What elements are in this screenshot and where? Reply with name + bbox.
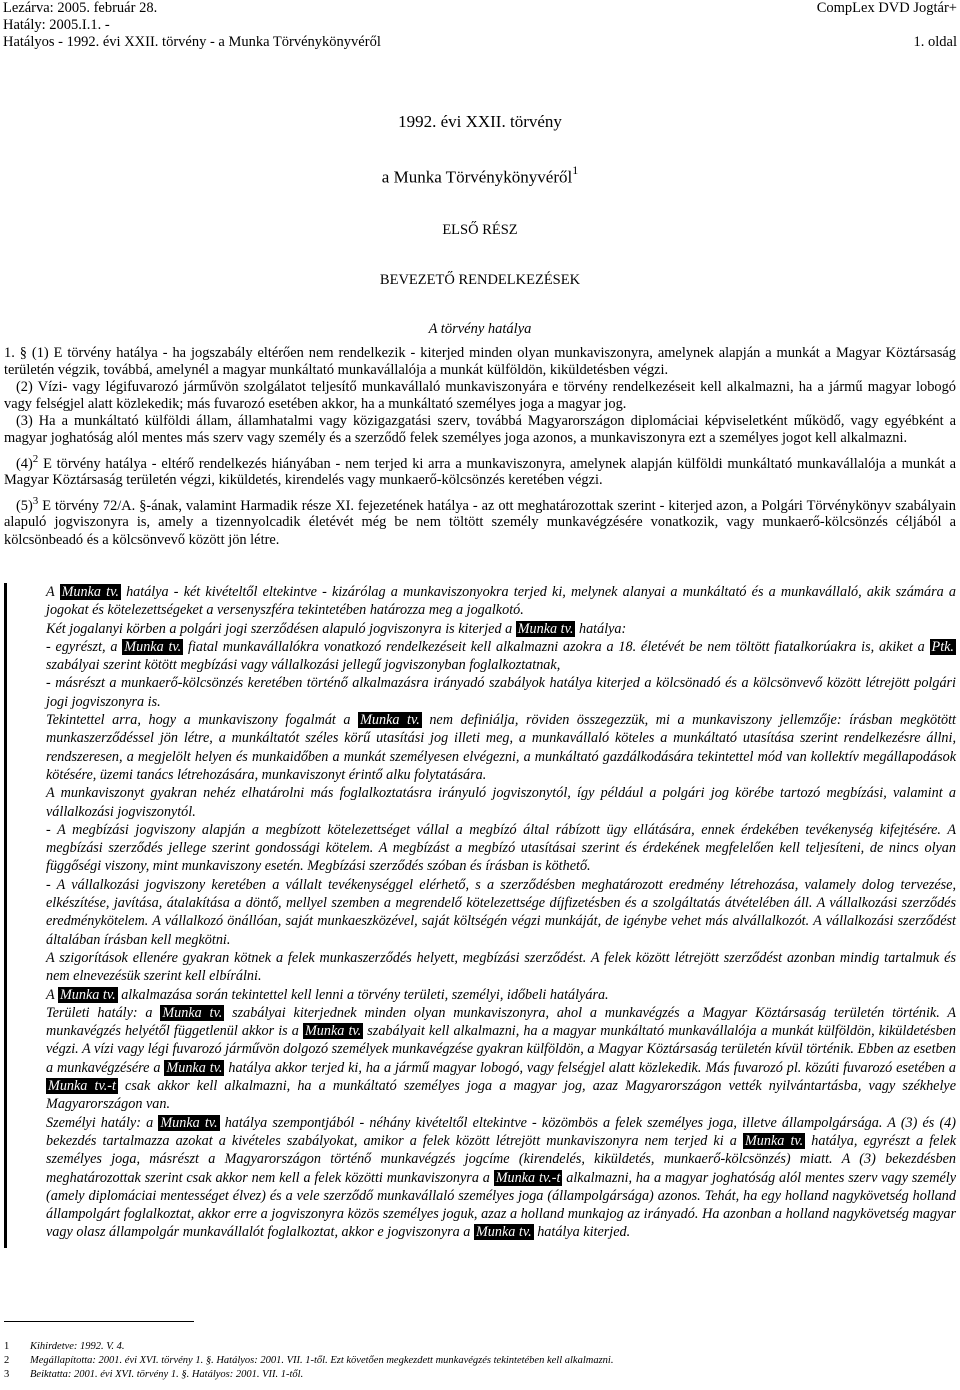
footnotes [4,1340,613,1382]
law-name-text: a Munka Törvénykönyvéről [381,167,573,187]
law-abbreviation-link[interactable]: Munka tv. [59,986,116,1003]
commentary-text: Személyi hatály: a [46,1114,159,1131]
commentary-text: hatálya kiterjed. [533,1224,631,1241]
commentary-text: hatálya akkor terjed ki, ha a jármű magyar lobogó, vagy felségjel alatt közlekedik. Más fuvarozó pl. közúti fuvarozó esetében a [224,1059,956,1076]
paragraph-4-number: (4) [16,455,33,472]
statute-body [4,345,956,549]
commentary-text: szabályait kell alkalmazni, ha a magyar munkáltató munkavállalója a munkát külföldön, kiküldetésben végzi. A vízi vagy légi fuvarozó járművön dolgozó személyek munkavégzése gyakran külföldön, a Magyar Köztársaság területén kívül történik. Ebben az esetben a munkavégzésére a [46,1023,956,1076]
footnote-2: 2 Megállapította: 2001. évi XVI. törvény 1. §. Hatályos: 2001. VII. 1-től. Ezt követően megkezdett munkavégzés tekintetében kell alkalmazni. [4,1355,614,1366]
footnote-ref-3[interactable]: 3 [32,494,39,507]
law-abbreviation-link[interactable]: Munka tv. [162,1004,223,1021]
commentary-text: hatálya: [575,620,627,637]
section-mark: § [19,345,27,361]
part-heading: ELSŐ RÉSZ [442,222,518,238]
paragraph-3: (3) Ha a munkáltató külföldi állam, államhatalmi vagy közigazgatási szerv, továbbá Magyarországon diplomáciai képviseletként működő, vagy egyébként a magyar joghatóság alól mentes más szerv vagy személy és a szerződő felek személyes joga azonos, a munkaviszonyra ezt a személyes jogot kell alkalmazni. [4,413,956,447]
page-header-left [3,0,381,51]
paragraph-5-number: (5) [16,497,33,514]
paragraph-5 [4,493,956,549]
commentary-text: hatálya szempontjából - néhány kivételtől eltekintve - közömbös a felek személyes joga, illetve állampolgársága. A (3) és (4) bekezdés tartalmazza azokat a kivételes szabályokat, amikor a felek között létrejött munkaviszonyra nem terjed ki a [46,1114,956,1149]
law-abbreviation-link[interactable]: Munka tv. [304,1023,362,1040]
commentary-text: szabályai kiterjednek minden olyan munkaviszonyra, ahol a munkavégzés a Magyar Köztársaság területén történik. A munkavégzés helyétől függetlenül akkor is a [46,1004,956,1040]
law-name-title [0,165,960,188]
commentary-text: fiatal munkavállalókra vonatkozó rendelkezéseit kell alkalmazni azokra a 18. életévét be nem töltött fiatalkorúakra is, akiket a [183,638,930,655]
commentary-text: alkalmazása során tekintettel kell lenni a törvény területi, személyi, időbeli hatályára. [117,986,609,1003]
commentary-para-11 [46,1004,956,1114]
law-abbreviation-link[interactable]: Munka tv. [744,1132,804,1149]
commentary-text: hatálya - két kivételtől eltekintve - kizárólag a munkaviszonyokra terjed ki, melynek alanyai a munkáltató és a munkavállaló, akik számára a jogokat és kötelezettségeket a versenyszféra tekintetében határozza meg a jogalkotó. [46,584,957,619]
commentary-block [46,583,956,1242]
paragraph-1 [4,345,956,379]
commentary-para-12 [46,1114,956,1242]
page-header-right [817,0,957,51]
law-number-title: 1992. évi XXII. törvény [398,112,562,131]
law-abbreviation-link[interactable]: Munka tv. [124,638,182,655]
commentary-text: hatálya, egyrészt a felek személyes joga, másrészt a Magyarországon történő munkavégzés jogcíme (kirendelés, kiküldetés, munkaerő-kölcsönzés) miatt. A (3) bekezdésben meghatározottak szerint csak akkor nem kell a felek közötti munkaviszonyra a [46,1132,956,1186]
commentary-para-10 [46,986,956,1004]
section-heading: BEVEZETŐ RENDELKEZÉSEK [379,272,581,288]
law-abbreviation-link[interactable]: Munka tv. [166,1059,223,1076]
commentary-para-7: - A megbízási jogviszony alapján a megbízott kötelezettséget vállal a megbízó által rábízott ügy ellátására, ennek érdekében tevékenység kifejtésére. A megbízási szerződés jellege szerint gondossági kötelem. A megbízást a megbízó utasításai szerint és érdekének megfelelően kell teljesíteni, de nincs olyan függőségi viszony, mint munkaviszony esetén. Megbízási szerződés szóban és írásban is köthető. [46,821,956,875]
paragraph-4-text: E törvény hatálya - eltérő rendelkezés hiányában - nem terjed ki arra a munkaviszonyra, amelynek alapján külföldi munkáltató munkavállalója a munkát a Magyar Köztársaság területén végzi, kiküldetés, kirendelés vagy munkaerő-kölcsönzés keretében végzi. [4,455,956,489]
commentary-text: alkalmazni, ha a magyar joghatóság alól mentes szerv vagy személy (amely diplomáciai mentességet élvez) és a vele szerződő munkavállaló személyes joga (állampolgársága) azonos. Tehát, ha egy holland nagykövetség holland állampolgárt foglalkoztat, akkor erre a jogviszonyra közös személyes joguk, azaz a holland munkajog az irányadó. Ha azonban a holland nagykövetség magyar vagy olasz állampolgár munkavállalót foglalkoztat, akkor e jogviszonyra a [46,1169,956,1241]
section-number: 1. [4,345,15,361]
law-abbreviation-link[interactable]: Munka tv. [360,712,420,729]
commentary-para-5 [46,711,956,784]
header-closed-date: Lezárva: 2005. február 28. [3,0,158,16]
law-abbreviation-link[interactable]: Munka tv. [61,584,119,600]
commentary-margin-bar [4,583,7,1248]
paragraph-5-text: E törvény 72/A. §-ának, valamint Harmadik része XI. fejezetének hatálya - az ott meghatározottak szerint - kiterjed azon, a Polgári Törvénykönyv szabályain alapuló jogviszonyra is, amely a tizennyolcadik életévét még be nem töltött személy munkavégzésére vonatkozik, vagy munkaerő-kölcsönzés céljából a kölcsönbeadó és a kölcsönvevő között jön létre. [4,497,956,548]
commentary-text: Területi hatály: a [46,1004,161,1021]
commentary-text: szabályai szerint kötött megbízási vagy vállalkozási jellegű jogviszonyban foglalkoztatnak, [46,657,561,674]
footnote-ref-1[interactable]: 1 [572,163,579,177]
subsection-heading: A törvény hatálya [428,321,532,337]
law-abbreviation-link[interactable]: Munka tv.-t [495,1169,561,1186]
header-effect-date: Hatály: 2005.I.1. - [3,17,110,33]
civil-code-link[interactable]: Ptk. [931,638,954,655]
header-product-name: CompLex DVD Jogtár+ [816,0,957,16]
commentary-para-2 [46,620,956,638]
commentary-para-9: A szigorítások ellenére gyakran kötnek a felek munkaszerződés helyett, megbízási szerződést. A felek között létrejött szerződést azonban mindig tartalmuk és nem elnevezésük szerint kell elbírálni. [46,949,956,985]
paragraph-2: (2) Vízi- vagy légifuvarozó járművön szolgálatot teljesítő munkavállaló munkaviszonyára e törvény rendelkezéseit kell alkalmazni, ha a jármű magyar lobogó vagy felségjel alatt közlekedik; más fuvarozó esetében akkor, ha a munkáltató személyes joga a magyar jog. [4,379,956,413]
commentary-text: A [46,986,58,1003]
paragraph-1-text: (1) E törvény hatálya - ha jogszabály eltérően nem rendelkezik - kiterjed minden olyan munkaviszonyra, amelynek alapján a munkát a Magyar Köztársaság területén végzik, továbbá, amelynél a magyar munkáltató munkavállalója a munkát külföldön, kiküldetésben végzi. [4,345,956,379]
commentary-text: Tekintettel arra, hogy a munkaviszony fogalmát a [46,712,359,729]
header-page-number: 1. oldal [913,34,957,50]
paragraph-4 [4,451,956,490]
header-document-title: Hatályos - 1992. évi XXII. törvény - a Munka Törvénykönyvéről [3,34,381,50]
commentary-para-3 [46,638,956,675]
footnote-ref-2[interactable]: 2 [32,452,39,465]
commentary-para-1 [46,583,956,620]
commentary-text: A [46,584,60,600]
footnote-separator [4,1321,194,1322]
footnote-1: 1 Kihirdetve: 1992. V. 4. [4,1341,125,1352]
law-abbreviation-link[interactable]: Munka tv. [517,620,574,637]
law-abbreviation-link[interactable]: Munka tv. [160,1114,218,1131]
commentary-text: nem definiálja, röviden összegezzük, mi a munkaviszony jellemzője: írásban megkötött munkaszerződéssel jön létre, a munkáltatót széles körű utasítási jog illeti meg, a munkavállaló köteles a munkáltató utasítása szerint rendelkezésre állni, rendszeresen, a megjelölt helyen és munkaidőben a munkát személyesen elvégezni, a munkáltató gazdálkodására tekintettel mód van kollektív megállapodások kötésére, üzemi tanács létrehozására, munkaviszonyt érintő alku folytatására. [46,712,956,783]
law-abbreviation-link[interactable]: Munka tv. [475,1224,532,1241]
commentary-text: csak akkor kell alkalmazni, ha a munkáltató személyes joga a magyar jog, azaz Magyarországon vették nyilvántartásba, vagy székhelye Magyarországon van. [46,1078,957,1113]
commentary-text: Két jogalanyi körben a polgári jogi szerződésen alapuló jogviszonyra is kiterjed a [46,620,516,637]
commentary-para-4: - másrészt a munkaerő-kölcsönzés keretében történő alkalmazásra irányadó szabályok hatálya kiterjed a kölcsönadó és a kölcsönvevő között létrejött polgári jogi jogviszonyra is. [46,675,956,710]
commentary-para-8: - A vállalkozási jogviszony keretében a vállalt tevékenységgel elérhető, s a szerződésben meghatározott eredmény létrehozása, valamely dolog tervezése, elkészítése, javítása, átalakítása a döntő, mellyel szemben a megrendelő kötelezettsége díjfizetésben és a szolgáltatás átvételében áll. A vállalkozási szerződés eredménykötelem. A vállalkozó önállóan, saját munkaeszközével, saját költségén végzi munkáját, de igénybe vehet más alvállalkozót. A vállalkozási szerződést általában írásban kell megkötni. [46,876,956,948]
commentary-text: - egyrészt, a [46,638,123,655]
footnote-3: 3 Beiktatta: 2001. évi XVI. törvény 1. §. Hatályos: 2001. VII. 1-től. [4,1369,304,1380]
law-abbreviation-link[interactable]: Munka tv.-t [48,1078,116,1095]
commentary-para-6: A munkaviszonyt gyakran nehéz elhatárolni más foglalkoztatásra irányuló jogviszonytól, így például a polgári jog körébe tartozó megbízási, valamint a vállalkozási jogviszonytól. [46,785,956,820]
